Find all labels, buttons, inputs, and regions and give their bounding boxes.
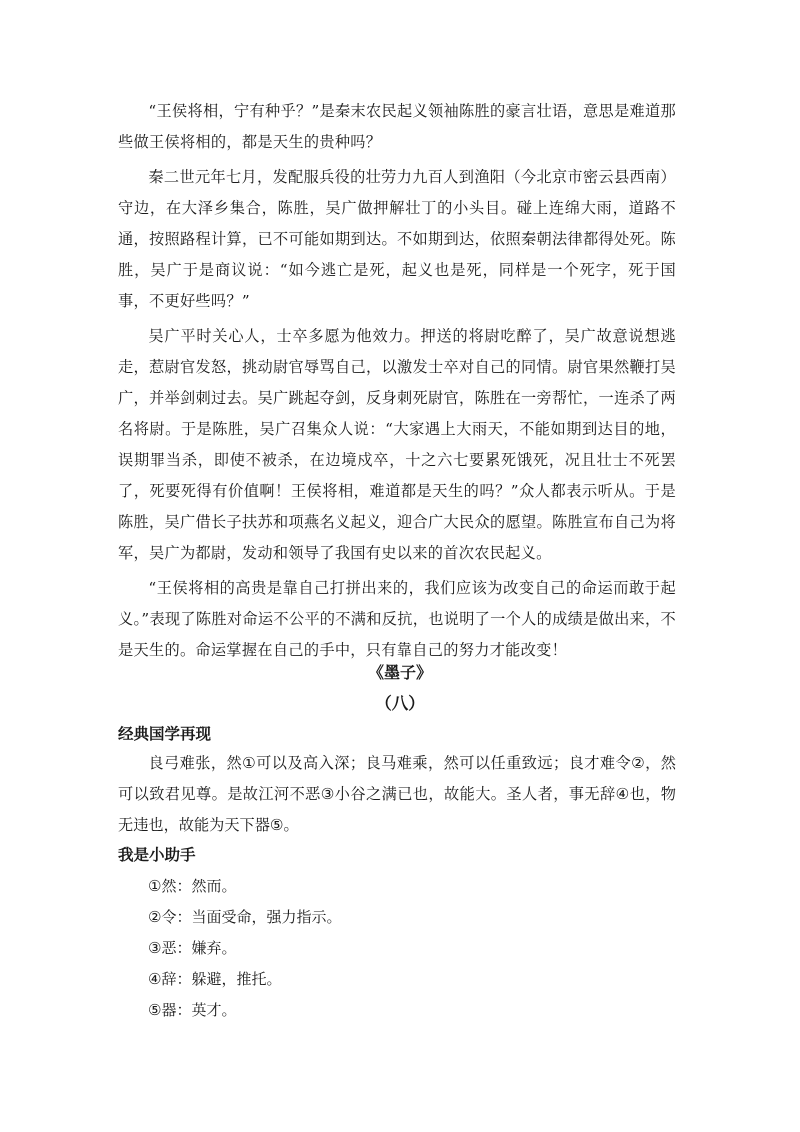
classic-section-heading: 经典国学再现 [118,725,212,743]
story-paragraph-1: “王侯将相，宁有种乎？”是秦末农民起义领袖陈胜的豪言壮语，意思是难道那些做王侯将相的，都是天生的贵种吗？ [118,102,676,151]
annotation-item: ③恶：嫌弃。 [148,939,237,957]
story-paragraph-3: 吴广平时关心人，士卒多愿为他效力。押送的将尉吃醉了，吴广故意说想逃走，惹尉官发怒，挑动尉官辱骂自己，以激发士卒对自己的同情。尉官果然鞭打吴广，并举剑刺过去。吴广跳起夺剑，反身刺死尉官，陈胜在一旁帮忙，一连杀了两名将尉。于是陈胜，吴广召集众人说：“大家遇上大雨天，不能如期到达目的地，误期罪当杀，即使不被杀，在边境戍卒，十之六七要累死饿死，况且壮士不死罢了，死要死得有价值啊！王侯将相，难道都是天生的吗？”众人都表示听从。于是陈胜，吴广借长子扶苏和项燕名义起义，迎合广大民众的愿望。陈胜宣布自己为将军，吴广为都尉，发动和领导了我国有史以来的首次农民起义。 [118,327,676,562]
annotation-item: ②令：当面受命，强力指示。 [148,908,342,926]
annotation-item: ⑤器：英才。 [148,1001,237,1019]
annotation-list [148,871,341,1026]
story-text [118,96,676,670]
part-number: （八） [375,694,425,713]
classic-text-block [118,748,676,841]
annotation-item: ①然：然而。 [148,877,237,895]
story-paragraph-4: “王侯将相的高贵是靠自己打拼出来的，我们应该为改变自己的命运而敢于起义。”表现了陈胜对命运不公平的不满和反抗，也说明了一个人的成绩是做出来，不是天生的。命运掌握在自己的手中，只有靠自己的努力才能改变！ [118,579,677,659]
annotation-item: ④辞：躲避，推托。 [148,970,282,988]
helper-section-heading: 我是小助手 [118,846,196,864]
classic-text: 良弓难张，然①可以及高入深；良马难乘，然可以任重致远；良才难令②，然可以致君见尊。是故江河不恶③小谷之满已也，故能大。圣人者，事无辞④也，物无违也，故能为天下器⑤。 [118,754,676,834]
book-title: 《墨子》 [367,663,432,682]
story-paragraph-2: 秦二世元年七月，发配服兵役的壮劳力九百人到渔阳（今北京市密云县西南）守边，在大泽乡集合，陈胜，吴广做押解壮丁的小头目。碰上连绵大雨，道路不通，按照路程计算，已不可能如期到达。不如期到达，依照秦朝法律都得处死。陈胜，吴广于是商议说：“如今逃亡是死，起义也是死，同样是一个死字，死于国事，不更好些吗？” [118,168,676,310]
